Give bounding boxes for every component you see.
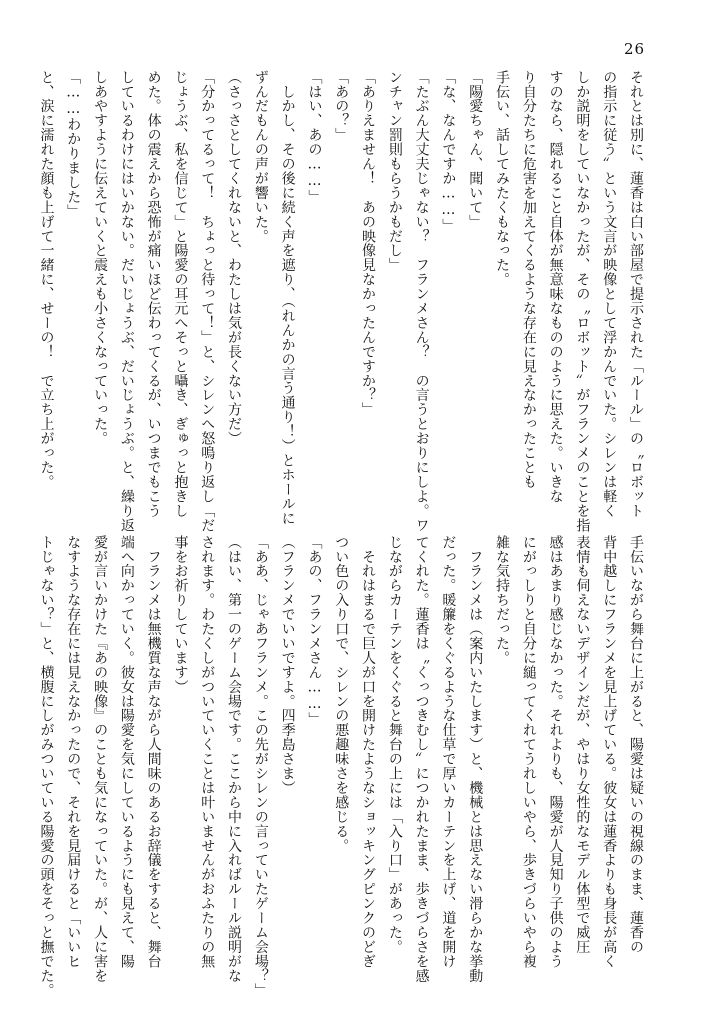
text-line: しあやすように伝えていくと震えも小さくなっていった。 [92,70,109,446]
text-line: 手伝いながら舞台に上がると、陽愛は疑いの視線のまま、蓮香の [628,535,644,955]
text-line: の指示に従う〟という文言が映像として浮かんでいた。シレンは軽く [601,70,618,518]
text-line: 「……わかりました」 [65,70,82,219]
text-line: （さっさとしてくれないと、わたしは気が長くない方だ） [226,70,243,446]
text-line: ずんだもんの声が響いた。 [252,70,269,244]
text-line: それとは別に、蓮香は白い部屋で提示された「ルール」の〝ロボット [628,70,644,518]
text-line: しかし、その後に続く声を遮り、（れんかの言う通り！）とホールに [279,70,296,526]
text-line: 「ああ、じゃあフランメ。この先がシレンの言っていたゲーム会場？」 [252,535,269,998]
text-line: （はい、第一のゲーム会場です。ここから中に入ればルール説明がな [226,535,243,983]
text-line: 「はい、あの……」 [306,70,323,205]
text-line: しているわけにはいかない。だいじょうぶ、だいじょうぶ。と、繰り返 [118,70,135,533]
text-line: だった。暖簾をくぐるような仕草で厚いカーテンを上げ、道を開け [440,535,457,969]
text-line: 背中越しにフランメを見上げている。彼女は蓮香よりも身長が高く [601,535,618,969]
text-line: されます。わたくしがついていくことは叶いませんがおふたりの無 [199,535,216,969]
text-line: 表情も伺えないデザインだが、やはり女性的なモデル体型で威圧 [574,535,591,955]
text-line: 手伝い、話してみたくもなった。 [494,70,511,287]
text-line: 「な、なんですか……」 [440,70,457,233]
text-line: てくれた。蓮香は〝くっつきむし〟につかれたまま、歩きづらさを感 [413,535,430,983]
text-line: 「分かってるって！ ちょっと待って！」と、シレンへ怒鳴り返し「だ [199,70,216,533]
text-line: 感はあまり感じなかった。それよりも、陽愛が人見知り子供のよう [547,535,564,969]
text-line: それはまるで巨人が口を開けたようなショッキングピンクのどぎ [360,535,377,969]
text-line: 雑な気持ちだった。 [494,535,511,666]
text-line: （フランメでいいですよ。四季島さま） [279,535,296,796]
text-line: 「あの？」 [333,70,350,143]
text-line: 「ありえません！ あの映像見なかったんですか？」 [360,70,377,417]
text-line: 端へ向かっていく。彼女は陽愛を気にしているようにも見えて、陽 [118,535,135,969]
text-line: 愛が言いかけた『あの映像』のことも気になっていた。が、人に害を [92,535,109,983]
page-number: 26 [624,40,646,58]
text-line: じょうぶ、私を信じて」と陽愛の耳元へそっと囁き、ぎゅっと抱きし [172,70,189,518]
text-line: ンチャン罰則もらうかもだし」 [386,70,403,273]
text-line: トじゃない？」と、横腹にしがみついている陽愛の頭をそっと撫でた。 [38,535,55,998]
text-line: すのなら、隠れること自体が無意味なもののように思えた。いきな [547,70,564,504]
text-line: にがっしりと自分に縋ってくれてうれしいやら、歩きづらいやら複 [520,535,537,969]
top-text-column [33,70,649,533]
text-line: 「たぶん大丈夫じゃない？ フランメさん？ の言うとおりにしよ。ワ [413,70,430,533]
text-line: なすような存在には見えなかったので、それを見届けると「いいヒ [65,535,82,969]
text-line: フランメは（案内いたします）と、機械とは思えない滑らかな挙動 [467,535,484,983]
text-line: 「あの、フランメさん……」 [306,535,323,727]
text-line: めた。体の震えから恐怖が痛いほど伝わってくるが、いつまでもこう [145,70,162,518]
text-line: 「陽愛ちゃん、聞いて」 [467,70,484,229]
text-line: フランメは無機質な声ながら人間味のあるお辞儀をすると、舞台 [145,535,162,969]
text-line: しか説明をしていなかったが、その〝ロボット〟がフランメのことを指 [574,70,591,533]
bottom-text-column [33,535,649,998]
text-line: つい色の入り口で、シレンの悪趣味さを感じる。 [333,535,350,853]
text-line: と、涙に濡れた顔も上げて一緒に、せーの！ で立ち上がった。 [38,70,55,490]
text-line: じながらカーテンをくぐると舞台の上には「入り口」があった。 [386,535,403,955]
text-line: り自分たちに危害を加えてくるような存在に見えなかったことも [520,70,537,490]
text-line: 事をお祈りしています） [172,535,189,694]
